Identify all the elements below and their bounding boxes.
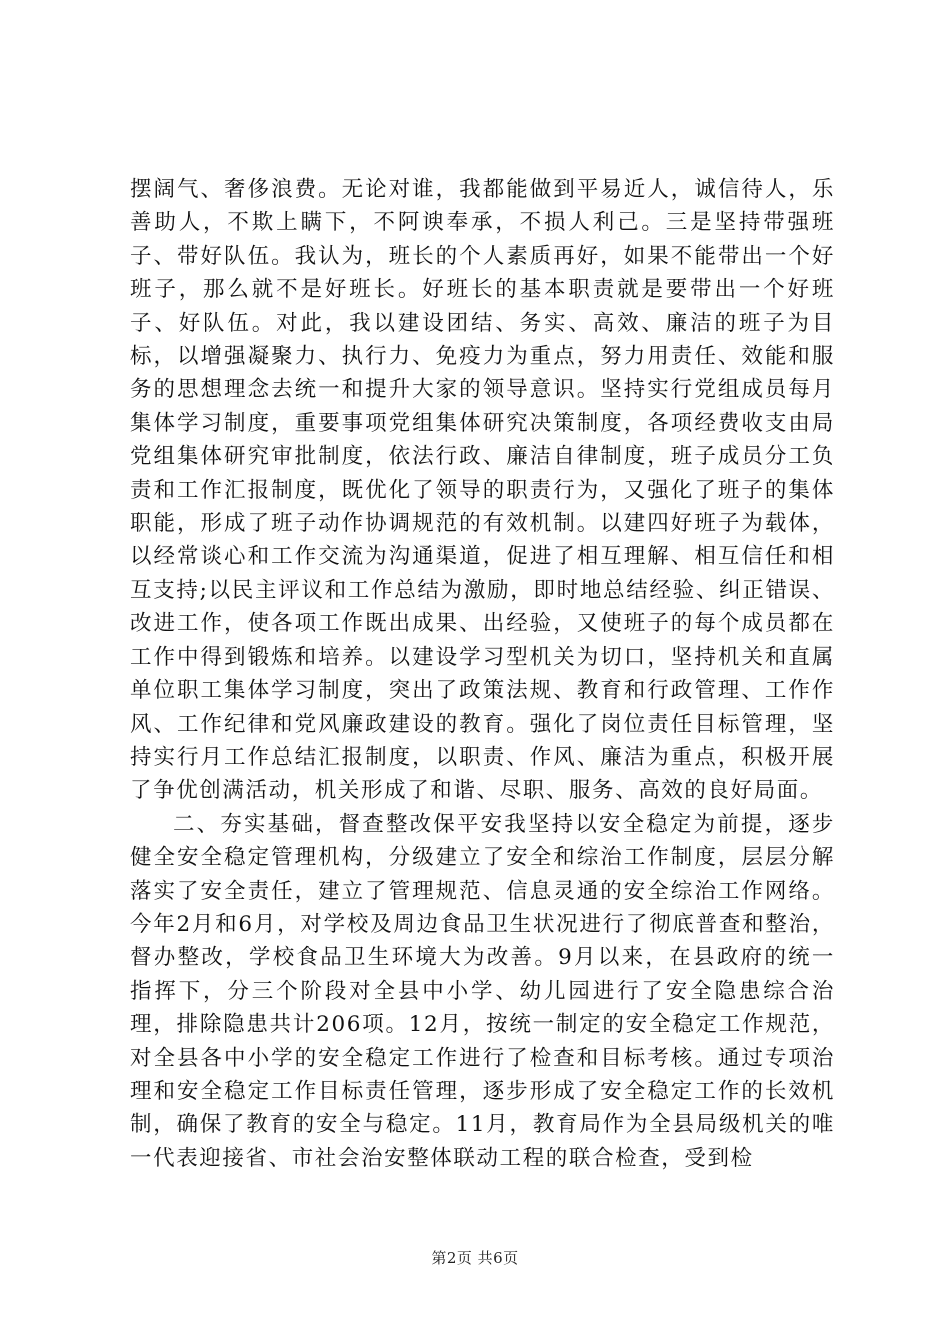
paragraph-section-two: 二、夯实基础，督查整改保平安我坚持以安全稳定为前提，逐步健全安全稳定管理机构，分级建立了安全和综治工作制度，层层分解落实了安全责任，建立了管理规范、信息灵通的安全综治工作网络。今年2月和6月，对学校及周边食品卫生状况进行了彻底普查和整治，督办整改，学校食品卫生环境大为改善。9月以来，在县政府的统一指挥下，分三个阶段对全县中小学、幼儿园进行了安全隐患综合治理，排除隐患共计206项。12月，按统一制定的安全稳定工作规范，对全县各中小学的安全稳定工作进行了检查和目标考核。通过专项治理和安全稳定工作目标责任管理，逐步形成了安全稳定工作的长效机制，确保了教育的安全与稳定。11月，教育局作为全县局级机关的唯一代表迎接省、市社会治安整体联动工程的联合检查，受到检 xyxy=(130,811,835,1171)
paragraph-continued: 摆阔气、奢侈浪费。无论对谁，我都能做到平易近人，诚信待人，乐善助人，不欺上瞒下，不阿谀奉承，不损人利己。三是坚持带强班子、带好队伍。我认为，班长的个人素质再好，如果不能带出一个好班子，那么就不是好班长。好班长的基本职责就是要带出一个好班子、好队伍。对此，我以建设团结、务实、高效、廉洁的班子为目标，以增强凝聚力、执行力、免疫力为重点，努力用责任、效能和服务的思想理念去统一和提升大家的领导意识。坚持实行党组成员每月集体学习制度，重要事项党组集体研究决策制度，各项经费收支由局党组集体研究审批制度，依法行政、廉洁自律制度，班子成员分工负责和工作汇报制度，既优化了领导的职责行为，又强化了班子的集体职能，形成了班子动作协调规范的有效机制。以建四好班子为载体，以经常谈心和工作交流为沟通渠道，促进了相互理解、相互信任和相互支持;以民主评议和工作总结为激励，即时地总结经验、纠正错误、改进工作，使各项工作既出成果、出经验，又使班子的每个成员都在工作中得到锻炼和培养。以建设学习型机关为切口，坚持机关和直属单位职工集体学习制度，突出了政策法规、教育和行政管理、工作作风、工作纪律和党风廉政建设的教育。强化了岗位责任目标管理，坚持实行月工作总结汇报制度，以职责、作风、廉洁为重点，积极开展了争优创满活动，机关形成了和谐、尽职、服务、高效的良好局面。 xyxy=(130,177,835,804)
document-body xyxy=(130,173,835,1175)
page-footer: 第2页 共6页 xyxy=(431,1249,519,1267)
